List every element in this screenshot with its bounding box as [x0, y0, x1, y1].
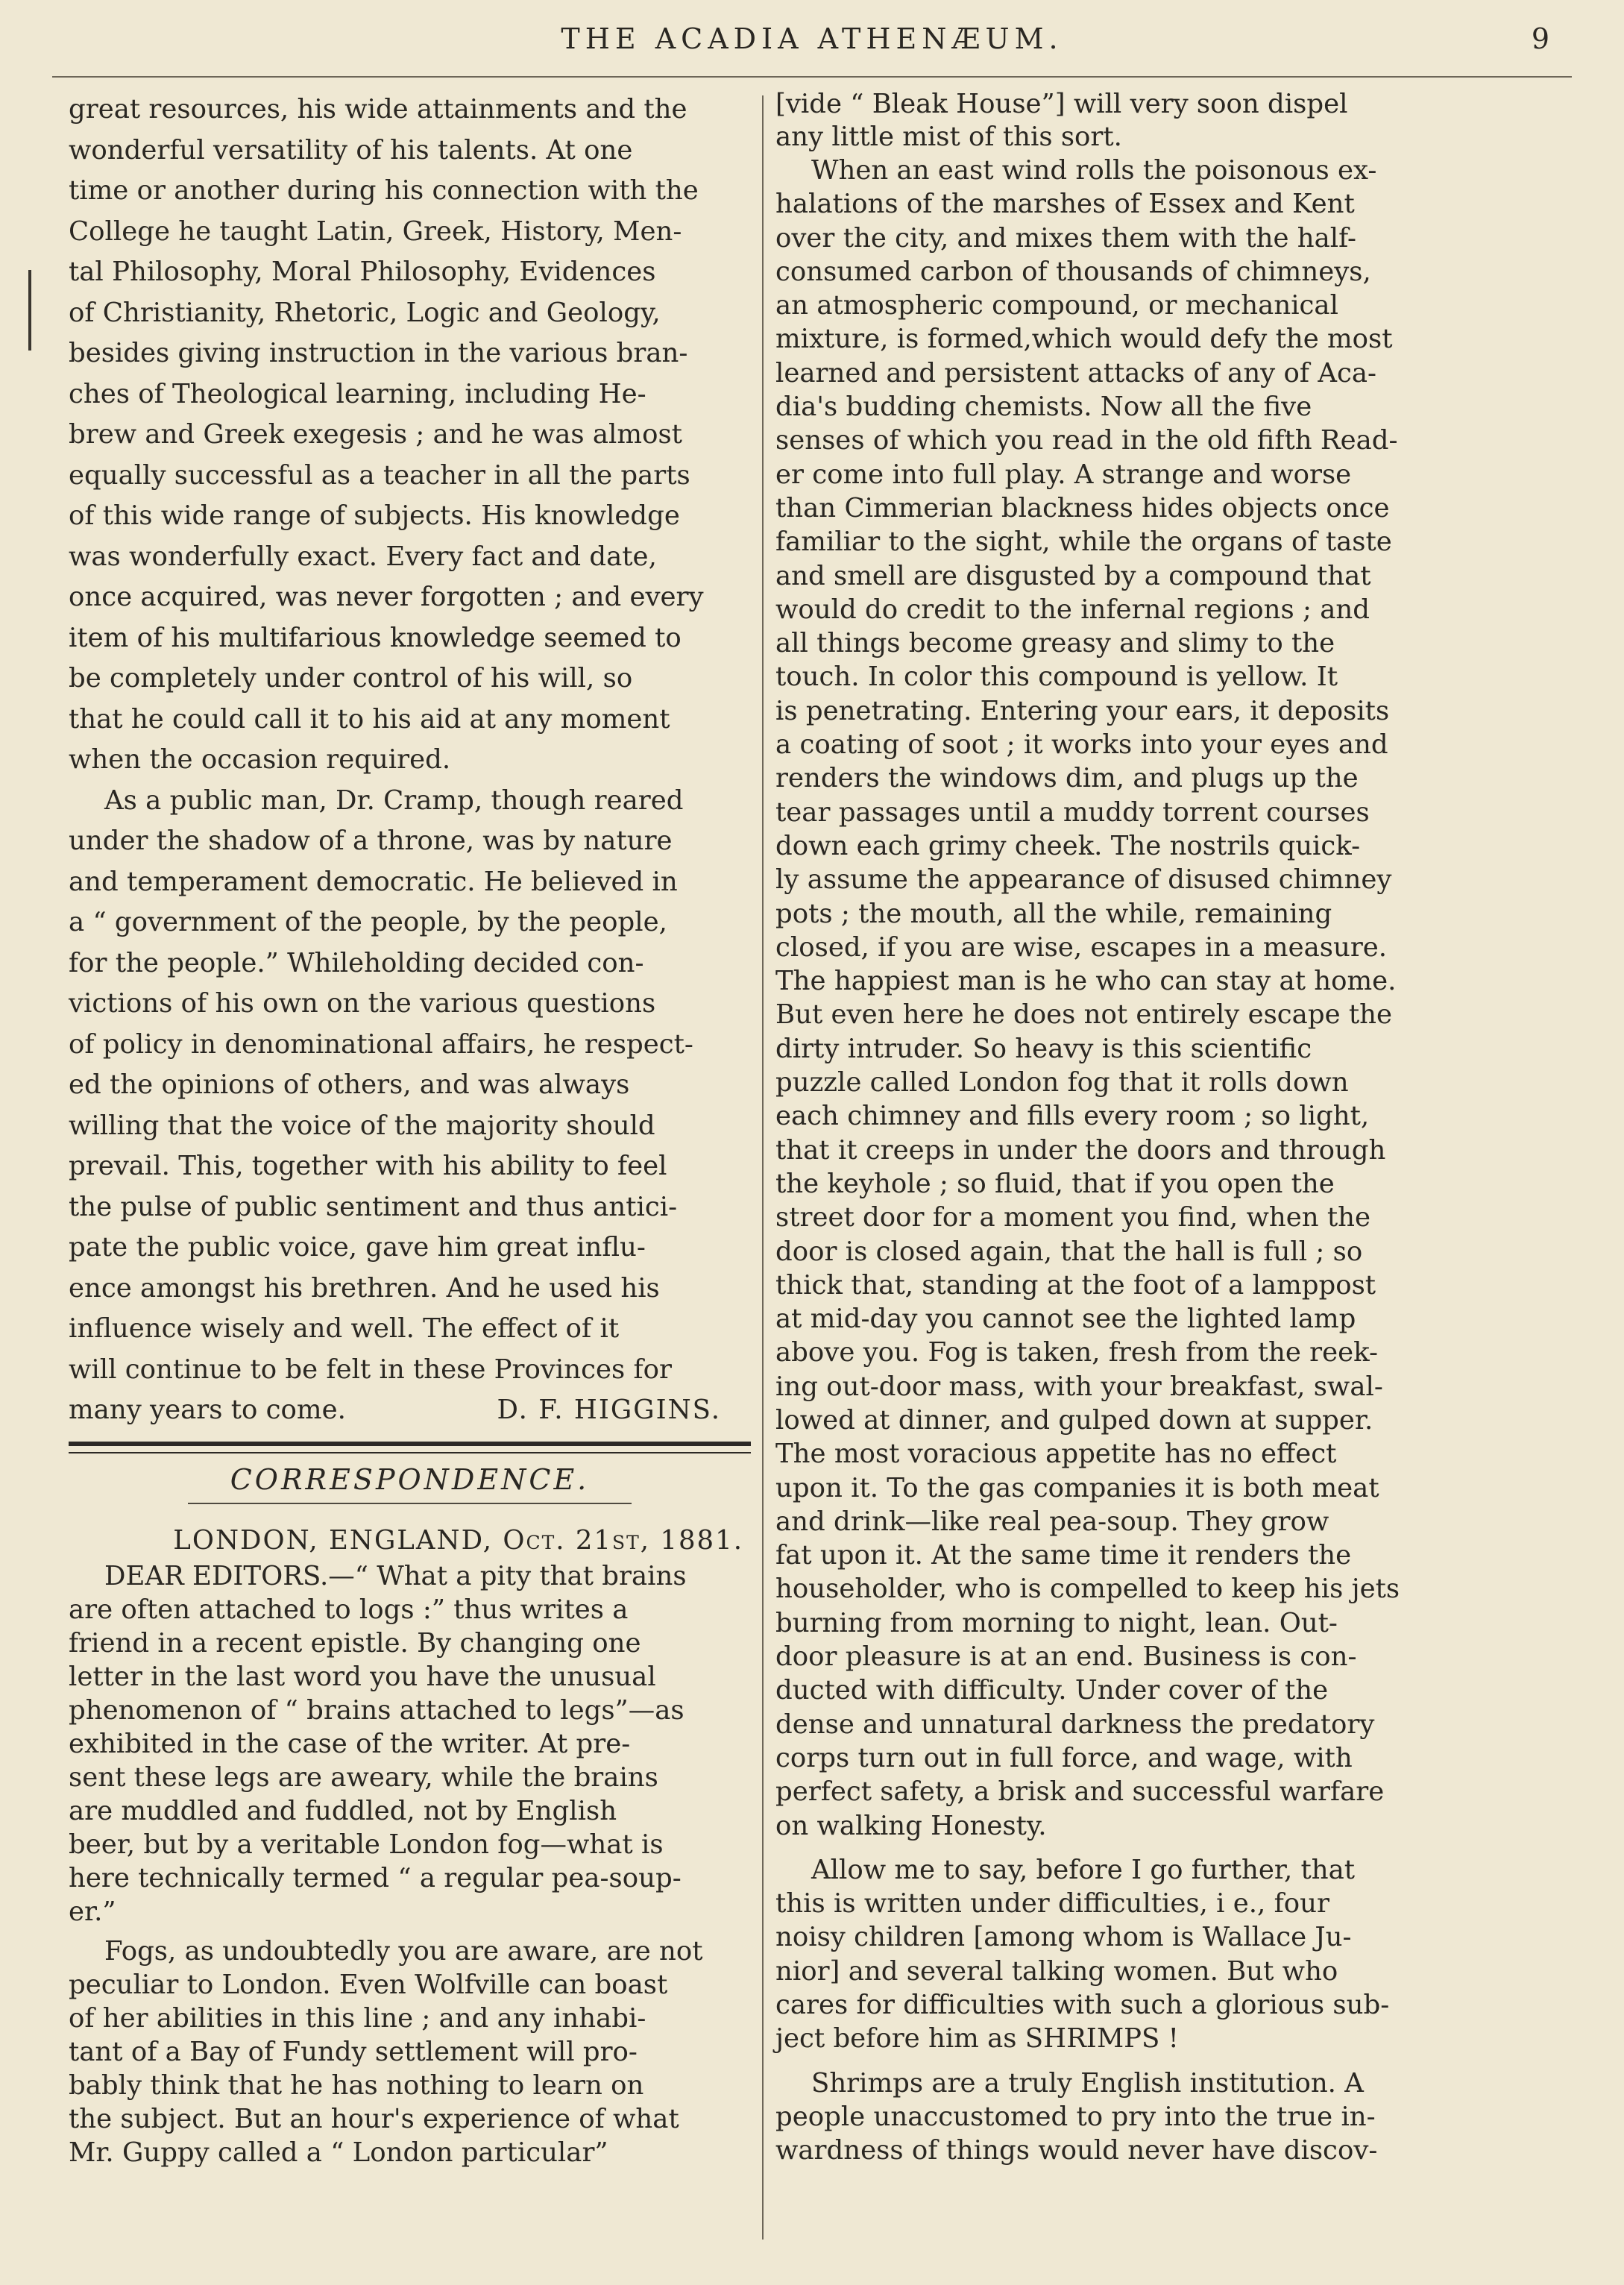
text-line: for the people.” Whileholding decided con-: [69, 947, 644, 978]
letter-continuation: [775, 88, 1460, 2168]
letter-paragraph-1: [69, 1559, 751, 1929]
text-line: on walking Honesty.: [775, 1810, 1047, 1841]
text-line: Mr. Guppy called a “ London particular”: [69, 2137, 608, 2168]
text-line: letter in the last word you have the unusual: [69, 1661, 656, 1692]
text-line: and smell are disgusted by a compound that: [775, 560, 1371, 591]
text-line: are muddled and fuddled, not by English: [69, 1795, 617, 1826]
text-line: beer, but by a veritable London fog—what is: [69, 1829, 664, 1860]
text-line: over the city, and mixes them with the half-: [775, 222, 1357, 254]
text-line: be completely under control of his will, so: [69, 663, 633, 694]
text-line: puzzle called London fog that it rolls down: [775, 1067, 1349, 1099]
text-line: ducted with difficulty. Under cover of the: [775, 1675, 1329, 1706]
text-line: As a public man, Dr. Cramp, though reared: [104, 785, 684, 816]
text-line: ing out-door mass, with your breakfast, swal-: [775, 1371, 1383, 1402]
text-line: besides giving instruction in the various bran-: [69, 338, 688, 368]
margin-mark: [28, 270, 31, 351]
text-line: once acquired, was never forgotten ; and every: [69, 582, 704, 612]
text-line: ed the opinions of others, and was always: [69, 1069, 630, 1100]
text-line: halations of the marshes of Essex and Kent: [775, 189, 1355, 220]
text-line: of policy in denominational affairs, he respect-: [69, 1028, 693, 1060]
column-divider: [762, 95, 764, 2240]
text-line: would do credit to the infernal regions ; and: [775, 594, 1370, 625]
right-paragraph-2: [775, 154, 1460, 1843]
text-line: College he taught Latin, Greek, History, Men-: [69, 216, 682, 247]
text-line: than Cimmerian blackness hides objects once: [775, 492, 1390, 524]
text-line: noisy children [among whom is Wallace Ju-: [775, 1922, 1352, 1953]
header-rule: [52, 76, 1572, 78]
text-line: the keyhole ; so fluid, that if you open the: [775, 1168, 1335, 1199]
text-line: great resources, his wide attainments and the: [69, 94, 687, 125]
section-divider: [69, 1442, 751, 1453]
text-line: ly assume the appearance of disused chimney: [775, 864, 1392, 896]
text-line: at mid-day you cannot see the lighted lamp: [775, 1304, 1356, 1335]
text-line: a coating of soot ; it works into your eyes and: [775, 729, 1388, 761]
text-line: perfect safety, a brisk and successful warfare: [775, 1776, 1385, 1808]
text-line: fat upon it. At the same time it renders the: [775, 1540, 1352, 1571]
letter-dateline: LONDON, ENGLAND, Oct. 21st, 1881.: [173, 1524, 743, 1556]
text-line: Fogs, as undoubtedly you are aware, are not: [104, 1935, 703, 1967]
text-line: that he could call it to his aid at any moment: [69, 703, 670, 735]
text-line: burning from morning to night, lean. Out-: [775, 1607, 1338, 1638]
text-line: time or another during his connection with the: [69, 175, 699, 206]
text-line: dirty intruder. So heavy is this scientific: [775, 1033, 1312, 1064]
text-line: dia's budding chemists. Now all the five: [775, 392, 1312, 423]
text-line: the pulse of public sentiment and thus antici-: [69, 1191, 678, 1222]
text-line: influence wisely and well. The effect of it: [69, 1313, 620, 1344]
page-header: [52, 22, 1572, 67]
right-paragraph-4: [775, 2066, 1460, 2168]
text-line: [vide “ Bleak House”] will very soon dispel: [775, 89, 1348, 119]
text-line: But even here he does not entirely escape the: [775, 999, 1393, 1031]
text-line: Allow me to say, before I go further, that: [811, 1854, 1356, 1885]
page-number: 9: [1531, 22, 1549, 55]
text-line: corps turn out in full force, and wage, with: [775, 1742, 1353, 1773]
text-line: a “ government of the people, by the people,: [69, 907, 667, 937]
text-line: the subject. But an hour's experience of what: [69, 2103, 679, 2134]
right-paragraph-1: [775, 88, 1460, 154]
correspondence-letter: [69, 1522, 751, 2169]
author-signature: D. F. HIGGINS.: [497, 1395, 721, 1425]
text-line: The most voracious appetite has no effect: [775, 1439, 1337, 1470]
text-line: renders the windows dim, and plugs up the: [775, 763, 1359, 794]
text-line: are often attached to logs :” thus writes a: [69, 1594, 629, 1625]
closing-line: [69, 1390, 751, 1431]
closing-text: many years to come.: [69, 1395, 346, 1425]
text-line: learned and persistent attacks of any of Aca-: [775, 357, 1376, 389]
text-line: people unaccustomed to pry into the true in-: [775, 2101, 1376, 2132]
section-heading: CORRESPONDENCE.: [230, 1462, 590, 1496]
text-line: tant of a Bay of Fundy settlement will pro-: [69, 2036, 638, 2067]
heading-rule: [188, 1503, 632, 1504]
text-line: tal Philosophy, Moral Philosophy, Evidences: [69, 257, 656, 287]
obituary-paragraph-2: [69, 781, 751, 1431]
text-line: senses of which you read in the old fifth Read-: [775, 425, 1398, 456]
text-line: lowed at dinner, and gulped down at supper.: [775, 1404, 1373, 1436]
text-line: of this wide range of subjects. His knowledge: [69, 500, 680, 531]
text-line: friend in a recent epistle. By changing one: [69, 1627, 641, 1659]
text-line: pots ; the mouth, all the while, remaining: [775, 898, 1332, 929]
text-line: DEAR EDITORS.—“ What a pity that brains: [104, 1560, 687, 1591]
text-line: ence amongst his brethren. And he used his: [69, 1272, 660, 1304]
text-line: prevail. This, together with his ability to feel: [69, 1151, 667, 1181]
text-line: er.”: [69, 1896, 116, 1927]
text-line: The happiest man is he who can stay at home.: [775, 966, 1397, 997]
text-line: that it creeps in under the doors and through: [775, 1134, 1386, 1166]
text-line: above you. Fog is taken, fresh from the reek-: [775, 1337, 1378, 1368]
text-line: householder, who is compelled to keep his jets: [775, 1574, 1400, 1605]
text-line: Shrimps are a truly English institution. A: [811, 2067, 1364, 2099]
text-line: is penetrating. Entering your ears, it deposits: [775, 695, 1390, 726]
text-line: brew and Greek exegesis ; and he was almost: [69, 419, 682, 450]
text-line: all things become greasy and slimy to the: [775, 628, 1335, 659]
text-line: phenomenon of “ brains attached to legs”—as: [69, 1694, 684, 1726]
obituary-paragraph-1: [69, 89, 751, 781]
text-line: and temperament democratic. He believed in: [69, 866, 678, 897]
text-line: pate the public voice, gave him great influ-: [69, 1232, 646, 1263]
text-line: bably think that he has nothing to learn on: [69, 2069, 644, 2101]
text-line: of her abilities in this line ; and any inhabi-: [69, 2002, 646, 2034]
text-line: er come into full play. A strange and worse: [775, 459, 1352, 490]
text-line: equally successful as a teacher in all the parts: [69, 459, 690, 491]
text-line: ject before him as SHRIMPS !: [775, 2023, 1179, 2055]
text-line: upon it. To the gas companies it is both meat: [775, 1472, 1379, 1503]
text-line: street door for a moment you find, when the: [775, 1202, 1371, 1233]
text-line: exhibited in the case of the writer. At pre-: [69, 1728, 631, 1759]
text-line: nior] and several talking women. But who: [775, 1955, 1338, 1987]
right-column: [775, 88, 1460, 2168]
text-line: closed, if you are wise, escapes in a measure.: [775, 931, 1388, 963]
text-line: willing that the voice of the majority should: [69, 1110, 655, 1141]
text-line: peculiar to London. Even Wolfville can boast: [69, 1969, 668, 2000]
text-line: wardness of things would never have discov-: [775, 2135, 1378, 2166]
text-line: an atmospheric compound, or mechanical: [775, 290, 1338, 321]
text-line: of Christianity, Rhetoric, Logic and Geology,: [69, 297, 661, 328]
text-line: dense and unnatural darkness the predatory: [775, 1709, 1375, 1740]
text-line: victions of his own on the various questions: [69, 988, 656, 1019]
text-line: under the shadow of a throne, was by nature: [69, 826, 673, 856]
running-title: THE ACADIA ATHENÆUM.: [561, 22, 1063, 55]
text-line: and drink—like real pea-soup. They grow: [775, 1506, 1329, 1537]
text-line: door is closed again, that the hall is full ; so: [775, 1236, 1363, 1267]
text-line: consumed carbon of thousands of chimneys,: [775, 256, 1371, 287]
text-line: door pleasure is at an end. Business is con-: [775, 1641, 1357, 1673]
text-line: here technically termed “ a regular pea-soup-: [69, 1862, 682, 1893]
text-line: familiar to the sight, while the organs of taste: [775, 527, 1392, 558]
text-line: was wonderfully exact. Every fact and date,: [69, 541, 657, 572]
text-line: mixture, is formed,which would defy the most: [775, 324, 1393, 355]
letter-paragraph-2: [69, 1934, 751, 2169]
text-line: wonderful versatility of his talents. At one: [69, 134, 633, 166]
left-column: [69, 89, 751, 2169]
text-line: when the occasion required.: [69, 744, 451, 775]
text-line: this is written under difficulties, i e., four: [775, 1888, 1329, 1920]
text-line: touch. In color this compound is yellow. It: [775, 661, 1338, 693]
obituary-article: [69, 89, 751, 1431]
text-line: sent these legs are aweary, while the brains: [69, 1761, 658, 1793]
text-line: any little mist of this sort.: [775, 122, 1122, 152]
text-line: When an east wind rolls the poisonous ex-: [811, 155, 1377, 186]
text-line: ches of Theological learning, including He-: [69, 378, 646, 409]
text-line: item of his multifarious knowledge seemed to: [69, 622, 682, 653]
text-line: thick that, standing at the foot of a lamppost: [775, 1269, 1376, 1301]
text-line: down each grimy cheek. The nostrils quick-: [775, 830, 1361, 861]
text-line: each chimney and fills every room ; so light,: [775, 1101, 1370, 1132]
text-line: cares for difficulties with such a glorious sub-: [775, 1990, 1390, 2021]
text-line: will continue to be felt in these Provinces for: [69, 1354, 673, 1385]
text-line: tear passages until a muddy torrent courses: [775, 796, 1370, 828]
right-paragraph-3: [775, 1853, 1460, 2056]
